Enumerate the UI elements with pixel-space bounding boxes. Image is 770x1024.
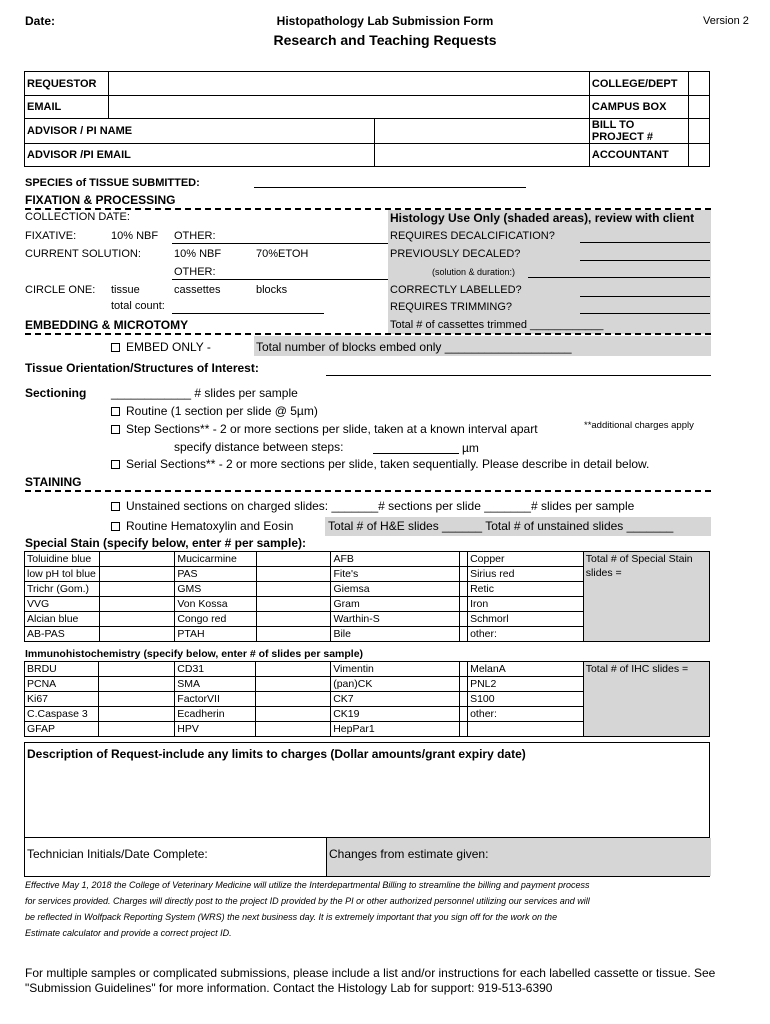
count-cell[interactable] [460, 552, 468, 567]
prev-decal-field[interactable] [580, 260, 710, 261]
stain-name-cell: HPV [175, 722, 256, 737]
total-count-field[interactable] [172, 313, 324, 314]
stain-name-cell: Schmorl [468, 612, 584, 627]
count-cell[interactable] [256, 612, 330, 627]
correctly-labelled-field[interactable] [580, 296, 710, 297]
stain-name-cell: Warthin-S [331, 612, 460, 627]
count-cell[interactable] [99, 612, 174, 627]
stain-name-cell: Toluidine blue [25, 552, 100, 567]
count-cell[interactable] [256, 582, 330, 597]
form-title: Histopathology Lab Submission Form [276, 14, 494, 28]
stain-name-cell: AFB [331, 552, 460, 567]
count-cell[interactable] [460, 722, 468, 737]
he-totals-label: Total # of H&E slides ______ Total # of unstained slides _______ [328, 519, 674, 533]
footer-line: For multiple samples or complicated submissions, please include a list and/or instructions for each labelled cassette or tissue. See [25, 966, 716, 980]
college-dept-label: COLLEGE/DEPT [589, 72, 688, 96]
changes-label: Changes from estimate given: [329, 847, 489, 861]
stain-name-cell: BRDU [25, 662, 99, 677]
stain-name-cell: PCNA [25, 677, 99, 692]
stain-name-cell: Retic [468, 582, 584, 597]
he-label: Routine Hematoxylin and Eosin [126, 519, 294, 533]
count-cell[interactable] [256, 677, 331, 692]
count-cell[interactable] [460, 567, 468, 582]
accountant-label: ACCOUNTANT [589, 144, 688, 167]
checkbox-icon[interactable] [111, 407, 120, 416]
stain-name-cell: Vimentin [331, 662, 460, 677]
slides-per-sample-label: ____________ # slides per sample [111, 386, 298, 400]
step-sections-option[interactable] [111, 422, 538, 436]
email-field[interactable] [109, 96, 590, 119]
checkbox-icon[interactable] [111, 502, 120, 511]
checkbox-icon[interactable] [111, 460, 120, 469]
requestor-field[interactable] [109, 72, 590, 96]
count-cell[interactable] [99, 662, 175, 677]
description-box[interactable] [24, 742, 710, 838]
fixative-nbf-option[interactable]: 10% NBF [111, 230, 159, 242]
billing-notice [25, 877, 715, 941]
count-cell[interactable] [99, 597, 174, 612]
unstained-label: Unstained sections on charged slides: _______# sections per slide _______# slides per sample [126, 499, 635, 513]
technician-label: Technician Initials/Date Complete: [27, 847, 208, 861]
ihc-table [24, 661, 710, 737]
stain-name-cell: FactorVII [175, 692, 256, 707]
stain-name-cell: (pan)CK [331, 677, 460, 692]
distance-label: specify distance between steps: [174, 440, 344, 454]
sectioning-heading: Sectioning [25, 386, 87, 400]
table-row [25, 662, 710, 677]
section-divider [25, 333, 711, 335]
table-row [25, 552, 710, 567]
stain-name-cell: other: [468, 627, 584, 642]
trimming-label: REQUIRES TRIMMING? [390, 301, 513, 313]
solution-duration-label: (solution & duration:) [432, 267, 516, 277]
embed-only-option[interactable] [111, 340, 211, 354]
advisor-email-field[interactable] [374, 144, 589, 167]
species-field[interactable] [254, 187, 526, 188]
stain-name-cell: Copper [468, 552, 584, 567]
description-label: Description of Request-include any limits to charges (Dollar amounts/grant expiry date) [27, 747, 526, 761]
technician-row [24, 837, 710, 877]
special-stain-heading: Special Stain (specify below, enter # per sample): [25, 536, 306, 550]
staining-heading: STAINING [25, 475, 82, 489]
special-stain-table [24, 551, 710, 642]
stain-name-cell: CK7 [331, 692, 460, 707]
trimming-field[interactable] [580, 313, 710, 314]
count-cell[interactable] [460, 582, 468, 597]
distance-field[interactable] [373, 453, 459, 454]
stain-name-cell: Gram [331, 597, 460, 612]
routine-option[interactable] [111, 404, 318, 418]
correctly-labelled-label: CORRECTLY LABELLED? [390, 284, 522, 296]
solution-nbf-option[interactable]: 10% NBF [174, 248, 222, 260]
special-stain-total-cell[interactable]: Total # of Special Stain slides = [583, 552, 709, 642]
he-option[interactable] [111, 519, 293, 533]
count-cell[interactable] [460, 612, 468, 627]
ihc-heading: Immunohistochemistry (specify below, enter # of slides per sample) [25, 648, 364, 660]
stain-name-cell: GFAP [25, 722, 99, 737]
routine-label: Routine (1 section per slide @ 5µm) [126, 404, 318, 418]
solution-other-label: OTHER: [174, 266, 216, 278]
solution-duration-field[interactable] [528, 277, 710, 278]
stain-name-cell: VVG [25, 597, 100, 612]
stain-name-cell: Von Kossa [175, 597, 257, 612]
cassettes-option[interactable]: cassettes [174, 284, 221, 296]
total-count-label: total count: [111, 300, 165, 312]
count-cell[interactable] [256, 552, 330, 567]
count-cell[interactable] [460, 627, 468, 642]
checkbox-icon[interactable] [111, 425, 120, 434]
micron-unit: µm [462, 441, 479, 455]
stain-name-cell: MelanA [468, 662, 584, 677]
count-cell[interactable] [460, 707, 468, 722]
embed-only-label: EMBED ONLY - [126, 340, 211, 354]
step-sections-label: Step Sections** - 2 or more sections per slide, taken at a known interval apart [126, 422, 538, 436]
count-cell[interactable] [256, 707, 331, 722]
additional-charges-note: **additional charges apply [584, 420, 694, 431]
stain-name-cell: PTAH [175, 627, 257, 642]
stain-name-cell: Bile [331, 627, 460, 642]
college-dept-field[interactable] [688, 72, 709, 96]
advisor-name-label: ADVISOR / PI NAME [25, 119, 375, 144]
serial-sections-option[interactable] [111, 457, 649, 471]
blocks-option[interactable]: blocks [256, 284, 288, 296]
stain-name-cell: Alcian blue [25, 612, 100, 627]
count-cell[interactable] [460, 692, 468, 707]
decal-label: REQUIRES DECALCIFICATION? [390, 230, 555, 242]
footer-line: "Submission Guidelines" for more information. Contact the Histology Lab for support: 919-513-6390 [25, 981, 553, 995]
stain-name-cell: Fite's [331, 567, 460, 582]
embedding-heading: EMBEDDING & MICROTOMY [25, 318, 189, 332]
bill-project-field[interactable] [688, 119, 709, 144]
stain-name-cell [468, 722, 584, 737]
current-solution-label: CURRENT SOLUTION: [25, 248, 141, 260]
count-cell[interactable] [256, 567, 330, 582]
stain-name-cell: AB-PAS [25, 627, 100, 642]
fixative-other-field[interactable] [172, 243, 388, 244]
stain-name-cell: S100 [468, 692, 584, 707]
decal-field[interactable] [580, 242, 710, 243]
stain-name-cell: SMA [175, 677, 256, 692]
prev-decal-label: PREVIOUSLY DECALED? [390, 248, 521, 260]
count-cell[interactable] [460, 597, 468, 612]
stain-name-cell: other: [468, 707, 584, 722]
count-cell[interactable] [256, 627, 330, 642]
count-cell[interactable] [460, 662, 468, 677]
stain-name-cell: Sirius red [468, 567, 584, 582]
total-blocks-label: Total number of blocks embed only ___________________ [256, 340, 572, 354]
count-cell[interactable] [256, 692, 331, 707]
stain-name-cell: Iron [468, 597, 584, 612]
campus-box-label: CAMPUS BOX [589, 96, 688, 119]
accountant-field[interactable] [688, 144, 709, 167]
notice-line: Effective May 1, 2018 the College of Veterinary Medicine will utilize the Interdepartmental Billing to streamline the billing and payment process [25, 880, 590, 890]
fixation-heading: FIXATION & PROCESSING [25, 193, 176, 207]
count-cell[interactable] [256, 597, 330, 612]
count-cell[interactable] [256, 662, 331, 677]
stain-name-cell: CK19 [331, 707, 460, 722]
cassettes-trimmed-label: Total # of cassettes trimmed ____________ [390, 319, 604, 331]
version-label: Version 2 [703, 15, 749, 27]
orientation-label: Tissue Orientation/Structures of Interest: [25, 361, 259, 375]
advisor-email-label: ADVISOR /PI EMAIL [25, 144, 375, 167]
stain-name-cell: Trichr (Gom.) [25, 582, 100, 597]
fixative-other-label: OTHER: [174, 230, 216, 242]
notice-line: for services provided. Charges will directly post to the project ID provided by the PI or other authorized personnel utilizing our services and will [25, 896, 590, 906]
requestor-info-table [24, 71, 710, 167]
count-cell[interactable] [99, 677, 175, 692]
checkbox-icon[interactable] [111, 343, 120, 352]
species-label: SPECIES of TISSUE SUBMITTED: [25, 177, 200, 189]
bill-project-label: BILL TO PROJECT # [589, 119, 688, 144]
stain-name-cell: Mucicarmine [175, 552, 257, 567]
stain-name-cell: PNL2 [468, 677, 584, 692]
unstained-option[interactable] [111, 499, 634, 513]
count-cell[interactable] [256, 722, 331, 737]
requestor-label: REQUESTOR [25, 72, 109, 96]
stain-name-cell: Ki67 [25, 692, 99, 707]
circle-one-label: CIRCLE ONE: [25, 284, 96, 296]
campus-box-field[interactable] [688, 96, 709, 119]
notice-line: be reflected in Wolfpack Reporting System (WRS) the next business day. It is extremely important that you sign off for the work on the [25, 912, 558, 922]
tissue-option[interactable]: tissue [111, 284, 140, 296]
solution-etoh-option[interactable]: 70%ETOH [256, 248, 309, 260]
stain-name-cell: PAS [175, 567, 257, 582]
count-cell[interactable] [99, 707, 175, 722]
fixative-label: FIXATIVE: [25, 230, 77, 242]
date-label: Date: [25, 14, 56, 28]
count-cell[interactable] [99, 567, 174, 582]
orientation-field[interactable] [326, 375, 711, 376]
checkbox-icon[interactable] [111, 522, 120, 531]
stain-name-cell: Ecadherin [175, 707, 256, 722]
ihc-total-cell[interactable]: Total # of IHC slides = [583, 662, 709, 737]
stain-name-cell: C.Caspase 3 [25, 707, 99, 722]
stain-name-cell: low pH tol blue [25, 567, 100, 582]
count-cell[interactable] [99, 627, 174, 642]
count-cell[interactable] [99, 722, 175, 737]
form-subtitle: Research and Teaching Requests [273, 32, 497, 48]
serial-sections-label: Serial Sections** - 2 or more sections per slide, taken sequentially. Please describe in detail below. [126, 457, 650, 471]
footer-note [25, 966, 745, 996]
count-cell[interactable] [99, 692, 175, 707]
count-cell[interactable] [460, 677, 468, 692]
email-label: EMAIL [25, 96, 109, 119]
advisor-name-field[interactable] [374, 119, 589, 144]
stain-name-cell: Congo red [175, 612, 257, 627]
count-cell[interactable] [99, 582, 174, 597]
stain-name-cell: Giemsa [331, 582, 460, 597]
collection-date-label: COLLECTION DATE: [25, 211, 130, 223]
section-divider [25, 490, 711, 492]
stain-name-cell: GMS [175, 582, 257, 597]
stain-name-cell: HepPar1 [331, 722, 460, 737]
solution-other-field[interactable] [172, 279, 388, 280]
notice-line: Estimate calculator and provide a correct project ID. [25, 928, 232, 938]
stain-name-cell: CD31 [175, 662, 256, 677]
count-cell[interactable] [99, 552, 174, 567]
histology-use-title: Histology Use Only (shaded areas), review with client [390, 211, 695, 225]
